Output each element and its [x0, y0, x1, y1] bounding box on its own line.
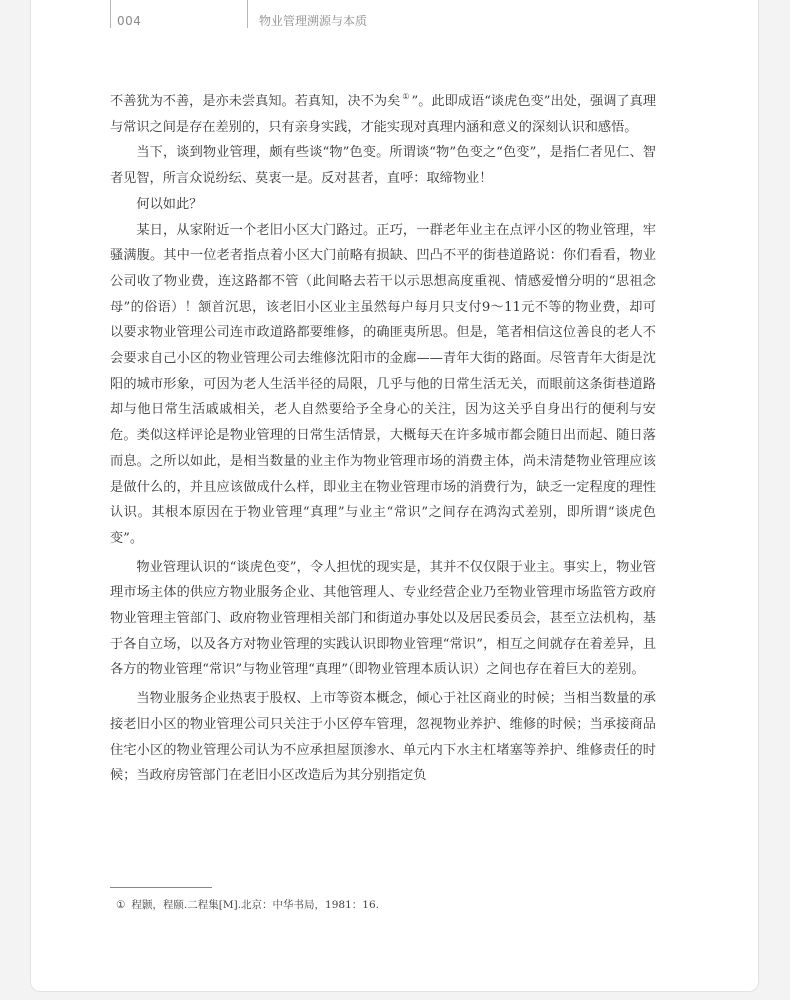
- body-text: [110, 89, 656, 789]
- footnote-marker: ①: [116, 899, 126, 911]
- page-number: 004: [117, 14, 142, 28]
- footnote: [116, 897, 379, 912]
- header-divider-right: [247, 0, 248, 28]
- paragraph-6: 当物业服务企业热衷于股权、上市等资本概念，倾心于社区商业的时候；当相当数量的承接老旧小区的物业管理公司只关注于小区停车管理，忽视物业养护、维修的时候；当承接商品住宅小区的物业管理公司认为不应承担屋顶渗水、单元内下水主杠堵塞等养护、维修责任的时候；当政府房管部门在老旧小区改造后为其分别指定负: [110, 691, 656, 784]
- header-divider-left: [110, 0, 111, 28]
- paragraph-5: 物业管理认识的“谈虎色变”，令人担忧的现实是，其并不仅仅限于业主。事实上，物业管理市场主体的供应方物业服务企业、其他管理人、专业经营企业乃至物业管理市场监管方政府物业管理主管部门、政府物业管理相关部门和街道办事处以及居民委员会，甚至立法机构，基于各自立场，以及各方对物业管理的实践认识即物业管理“常识”，相互之间就存在着差异，且各方的物业管理“常识”与物业管理“真理”（即物业管理本质认识）之间也存在着巨大的差别。: [110, 559, 656, 678]
- paragraph-1: [110, 89, 656, 140]
- paragraph-1-text-continued: ”。此即成语“谈虎色变”出处，强调了真理与常识之间是存在差别的，只有亲身实践，才能实现对真理内涵和意义的深刻认识和感悟。: [110, 94, 657, 135]
- paragraph-3: 何以如此？: [136, 196, 203, 212]
- running-title: 物业管理溯源与本质: [259, 14, 368, 28]
- paragraph-2: 当下，谈到物业管理，颇有些谈“物”色变。所谓谈“物”色变之“色变”，是指仁者见仁、智者见智，所言众说纷纭、莫衷一是。反对甚者，直呼：取缔物业！: [110, 145, 656, 187]
- footnote-divider: [110, 887, 212, 888]
- paragraph-1-text: 不善犹为不善，是亦未尝真知。若真知，决不为矣: [110, 94, 401, 109]
- paragraph-4: 某日，从家附近一个老旧小区大门路过。正巧，一群老年业主在点评小区的物业管理，牢骚满腹。其中一位老者指点着小区大门前略有损缺、凹凸不平的街巷道路说：你们看看，物业公司收了物业费，连这路都不管（此间略去若干以示思想高度重视、情感爱憎分明的“思祖念母”的俗语）！颔首沉思，该老旧小区业主虽然每户每月只支付9～11元不等的物业费，却可以要求物业管理公司连市政道路都要维修，的确匪夷所思。但是，笔者相信这位善良的老人不会要求自己小区的物业管理公司去维修沈阳市的金廊——青年大街的路面。尽管青年大街是沈阳的城市形象，可因为老人生活半径的局限，几乎与他的日常生活无关，而眼前这条街巷道路却与他日常生活戚戚相关，老人自然要给予全身心的关注，因为这关乎自身出行的便利与安危。类似这样评论是物业管理的日常生活情景，大概每天在许多城市都会随日出而起、随日落而息。之所以如此，是相当数量的业主作为物业管理市场的消费主体，尚未清楚物业管理应该是做什么的，并且应该做成什么样，即业主在物业管理市场的消费行为，缺乏一定程度的理性认识。其根本原因在于物业管理“真理”与业主“常识”之间存在鸿沟式差别，即所谓“谈虎色变”。: [110, 222, 656, 546]
- footnote-reference[interactable]: ①: [402, 92, 410, 101]
- footnote-text: 程颢，程颐.二程集[M].北京：中华书局，1981：16.: [131, 899, 379, 911]
